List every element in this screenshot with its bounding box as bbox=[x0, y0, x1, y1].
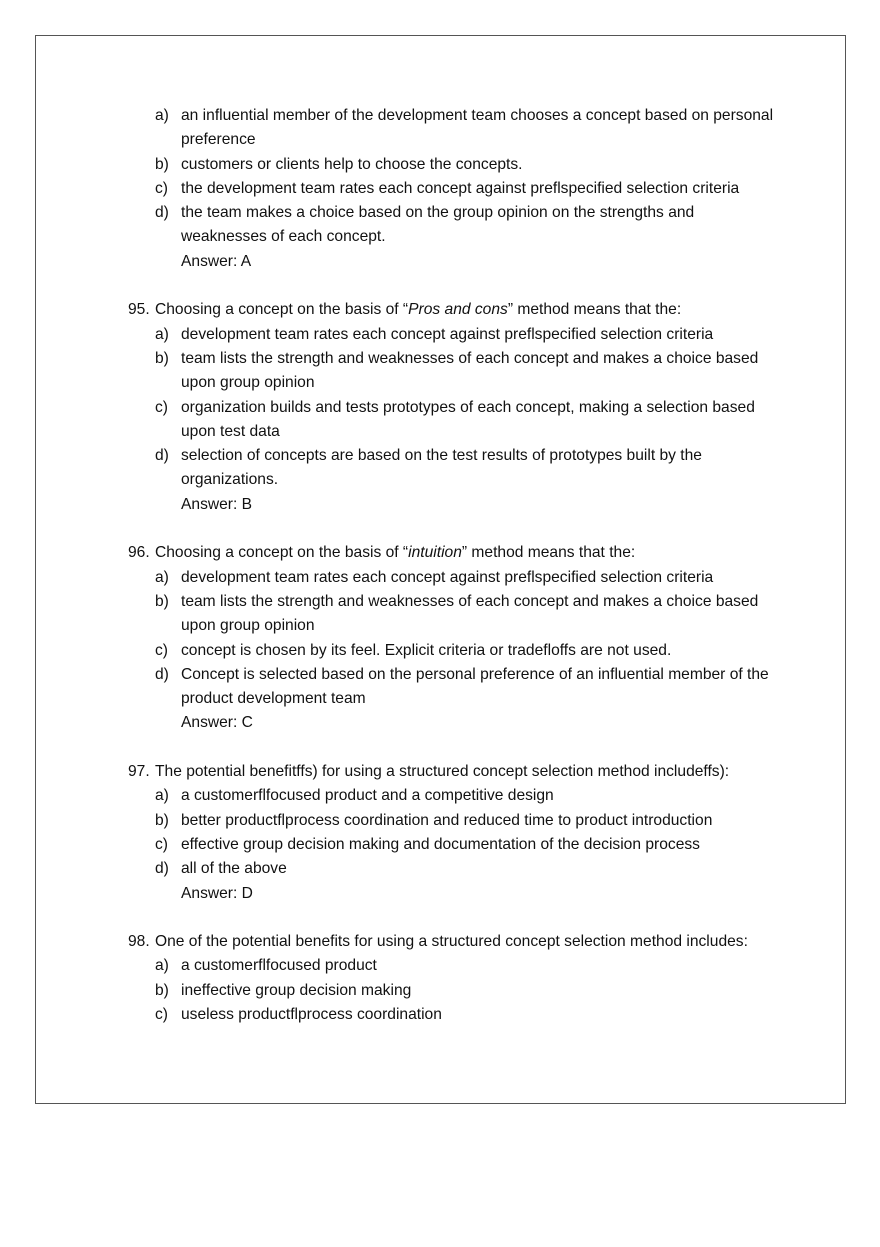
option-text: a customerflfocused product and a competitive design bbox=[181, 787, 554, 805]
option-letter: a) bbox=[155, 568, 169, 586]
option-letter: a) bbox=[155, 787, 169, 805]
block-spacer bbox=[128, 274, 778, 298]
option-c bbox=[128, 1003, 778, 1027]
option-text: all of the above bbox=[181, 860, 287, 878]
option-b bbox=[128, 809, 778, 833]
option-d bbox=[128, 201, 778, 250]
option-letter: d) bbox=[155, 204, 169, 222]
option-text: the development team rates each concept against preflspecified selection criteria bbox=[181, 179, 740, 197]
question-italic: intuition bbox=[408, 544, 462, 562]
question-stem bbox=[128, 298, 778, 322]
block-spacer bbox=[128, 736, 778, 760]
block-spacer bbox=[128, 517, 778, 541]
question-block-95 bbox=[128, 298, 778, 517]
option-letter: c) bbox=[155, 398, 168, 416]
option-letter: c) bbox=[155, 641, 168, 659]
option-d bbox=[128, 663, 778, 712]
option-text: a customerflfocused product bbox=[181, 957, 377, 975]
block-spacer bbox=[128, 906, 778, 930]
option-text: organization builds and tests prototypes of each concept, making a selection based upon test data bbox=[181, 398, 755, 440]
answer-line: Answer: A bbox=[181, 252, 252, 270]
option-letter: b) bbox=[155, 155, 169, 173]
option-text: an influential member of the development team chooses a concept based on personal preference bbox=[181, 107, 774, 149]
option-d bbox=[128, 857, 778, 881]
question-prefix: Choosing a concept on the basis of “ bbox=[155, 301, 409, 319]
option-b bbox=[128, 347, 778, 396]
option-letter: a) bbox=[155, 107, 169, 124]
question-stem bbox=[128, 541, 778, 565]
option-letter: b) bbox=[155, 811, 169, 829]
question-block-94-continued bbox=[128, 104, 778, 274]
option-letter: b) bbox=[155, 981, 169, 999]
answer-line: Answer: B bbox=[181, 495, 253, 513]
answer-line: Answer: D bbox=[181, 884, 253, 902]
option-c bbox=[128, 177, 778, 201]
question-block-97 bbox=[128, 760, 778, 906]
option-letter: b) bbox=[155, 349, 169, 367]
option-letter: c) bbox=[155, 179, 168, 197]
option-c bbox=[128, 396, 778, 445]
option-text: selection of concepts are based on the test results of prototypes built by the organizations. bbox=[181, 447, 702, 489]
option-letter: d) bbox=[155, 447, 169, 465]
question-number: 95. bbox=[128, 301, 150, 319]
option-c bbox=[128, 639, 778, 663]
question-suffix: ” method means that the: bbox=[507, 301, 682, 319]
option-a bbox=[128, 323, 778, 347]
option-letter: b) bbox=[155, 592, 169, 610]
question-block-96 bbox=[128, 541, 778, 735]
option-d bbox=[128, 444, 778, 493]
question-number: 97. bbox=[128, 763, 150, 781]
option-letter: d) bbox=[155, 665, 169, 683]
question-prefix: The potential benefitffs) for using a structured concept selection method includeffs): bbox=[155, 763, 730, 781]
option-letter: d) bbox=[155, 860, 169, 878]
question-block-98 bbox=[128, 930, 778, 1027]
option-b bbox=[128, 979, 778, 1003]
option-text: team lists the strength and weaknesses of each concept and makes a choice based upon group opinion bbox=[181, 349, 759, 392]
question-prefix: Choosing a concept on the basis of “ bbox=[155, 544, 409, 562]
document-content bbox=[128, 104, 778, 1027]
option-text: useless productflprocess coordination bbox=[181, 1005, 442, 1023]
option-a bbox=[128, 954, 778, 978]
option-a bbox=[128, 104, 778, 153]
option-text: development team rates each concept against preflspecified selection criteria bbox=[181, 325, 714, 343]
option-text: team lists the strength and weaknesses of each concept and makes a choice based upon group opinion bbox=[181, 592, 759, 635]
option-b bbox=[128, 590, 778, 639]
option-c bbox=[128, 833, 778, 857]
question-italic: Pros and cons bbox=[408, 301, 508, 319]
question-stem bbox=[128, 760, 778, 784]
option-letter: c) bbox=[155, 1005, 168, 1023]
option-text: better productflprocess coordination and reduced time to product introduction bbox=[181, 811, 713, 829]
option-b bbox=[128, 153, 778, 177]
option-text: effective group decision making and documentation of the decision process bbox=[181, 835, 700, 853]
question-prefix: One of the potential benefits for using a structured concept selection method includes: bbox=[155, 933, 748, 951]
question-number: 96. bbox=[128, 544, 150, 562]
option-a bbox=[128, 784, 778, 808]
answer-line: Answer: C bbox=[181, 714, 253, 732]
option-letter: c) bbox=[155, 835, 168, 853]
question-suffix: ” method means that the: bbox=[461, 544, 636, 562]
option-text: concept is chosen by its feel. Explicit criteria or tradefloffs are not used. bbox=[181, 641, 672, 659]
option-text: customers or clients help to choose the concepts. bbox=[181, 155, 523, 173]
question-number: 98. bbox=[128, 933, 150, 951]
option-letter: a) bbox=[155, 325, 169, 343]
option-letter: a) bbox=[155, 957, 169, 975]
option-text: development team rates each concept against preflspecified selection criteria bbox=[181, 568, 714, 586]
option-text: Concept is selected based on the personal preference of an influential member of the product development team bbox=[181, 665, 769, 708]
option-a bbox=[128, 566, 778, 590]
question-stem bbox=[128, 930, 778, 954]
option-text: the team makes a choice based on the group opinion on the strengths and weaknesses of each concept. bbox=[181, 204, 695, 246]
option-text: ineffective group decision making bbox=[181, 981, 412, 999]
